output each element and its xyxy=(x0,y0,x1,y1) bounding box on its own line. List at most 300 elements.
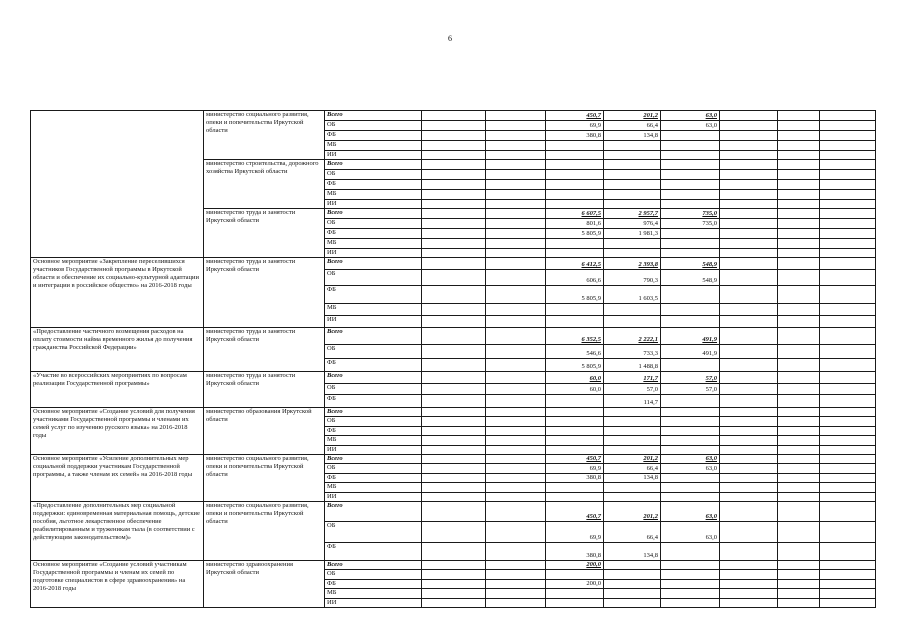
value-cell-1: 5 805,9 xyxy=(546,286,604,304)
executor-cell: министерство труда и занятости Иркутской области xyxy=(204,209,325,258)
blank-cell xyxy=(486,141,546,151)
blank-cell xyxy=(486,543,546,561)
value-cell-3 xyxy=(661,141,720,151)
blank-cell xyxy=(778,249,820,258)
blank-cell xyxy=(778,427,820,436)
executor-cell: министерство социального развития, опеки и попечительства Иркутской области xyxy=(204,502,325,561)
blank-cell xyxy=(486,589,546,599)
value-cell-1 xyxy=(546,141,604,151)
value-cell-2 xyxy=(604,180,661,190)
blank-cell xyxy=(720,121,778,131)
blank-cell xyxy=(820,209,876,219)
blank-cell xyxy=(820,580,876,589)
funding-source-cell: ОБ xyxy=(325,464,422,474)
blank-cell xyxy=(778,464,820,474)
blank-cell xyxy=(486,180,546,190)
blank-cell xyxy=(778,316,820,328)
value-cell-1: 200,0 xyxy=(546,561,604,570)
blank-cell xyxy=(486,270,546,286)
blank-cell xyxy=(720,359,778,372)
value-cell-1: 380,8 xyxy=(546,131,604,141)
value-cell-3 xyxy=(661,170,720,180)
table-row xyxy=(31,408,876,417)
blank-cell xyxy=(486,121,546,131)
funding-source-cell: ИИ xyxy=(325,446,422,455)
value-cell-2 xyxy=(604,580,661,589)
value-cell-2: 66,4 xyxy=(604,464,661,474)
blank-cell xyxy=(486,502,546,522)
funding-source-cell: ФБ xyxy=(325,580,422,589)
funding-source-cell: МБ xyxy=(325,141,422,151)
blank-cell xyxy=(778,151,820,160)
value-cell-2: 171,7 xyxy=(604,372,661,384)
table-row xyxy=(31,258,876,270)
blank-cell xyxy=(422,580,486,589)
value-cell-3: 63,0 xyxy=(661,111,720,121)
blank-cell xyxy=(422,219,486,229)
value-cell-3: 491,9 xyxy=(661,328,720,345)
blank-cell xyxy=(422,229,486,239)
blank-cell xyxy=(820,522,876,543)
blank-cell xyxy=(720,111,778,121)
funding-source-cell: ИИ xyxy=(325,249,422,258)
measure-description-cell: Основное мероприятие «Усиление дополнительных мер социальной поддержки участникам Государственной программы, а также членам их семей» на 2016-2018 годы xyxy=(31,455,204,502)
value-cell-3 xyxy=(661,190,720,200)
value-cell-1 xyxy=(546,427,604,436)
value-cell-3: 63,0 xyxy=(661,455,720,464)
blank-cell xyxy=(422,543,486,561)
blank-cell xyxy=(778,408,820,417)
blank-cell xyxy=(778,170,820,180)
blank-cell xyxy=(720,427,778,436)
blank-cell xyxy=(486,493,546,502)
executor-cell: министерство труда и занятости Иркутской области xyxy=(204,328,325,372)
value-cell-2: 976,4 xyxy=(604,219,661,229)
value-cell-1: 450,7 xyxy=(546,455,604,464)
value-cell-1 xyxy=(546,436,604,446)
blank-cell xyxy=(778,580,820,589)
blank-cell xyxy=(422,286,486,304)
value-cell-3: 548,9 xyxy=(661,270,720,286)
blank-cell xyxy=(720,384,778,395)
table-row xyxy=(31,455,876,464)
funding-source-cell: Всего xyxy=(325,408,422,417)
blank-cell xyxy=(720,270,778,286)
blank-cell xyxy=(778,493,820,502)
blank-cell xyxy=(820,316,876,328)
value-cell-3: 63,0 xyxy=(661,121,720,131)
value-cell-1 xyxy=(546,304,604,316)
blank-cell xyxy=(778,372,820,384)
table-row xyxy=(31,328,876,345)
funding-source-cell: ОБ xyxy=(325,219,422,229)
value-cell-1: 69,9 xyxy=(546,464,604,474)
blank-cell xyxy=(486,258,546,270)
value-cell-2: 201,2 xyxy=(604,455,661,464)
executor-cell: министерство труда и занятости Иркутской области xyxy=(204,372,325,408)
value-cell-3: 63,0 xyxy=(661,522,720,543)
executor-cell: министерство социального развития, опеки и попечительства Иркутской области xyxy=(204,455,325,502)
blank-cell xyxy=(486,570,546,580)
funding-source-cell: Всего xyxy=(325,209,422,219)
value-cell-3: 491,9 xyxy=(661,345,720,359)
blank-cell xyxy=(422,436,486,446)
blank-cell xyxy=(720,141,778,151)
blank-cell xyxy=(422,209,486,219)
blank-cell xyxy=(778,561,820,570)
blank-cell xyxy=(720,249,778,258)
value-cell-3 xyxy=(661,599,720,608)
value-cell-2 xyxy=(604,190,661,200)
funding-source-cell: ИИ xyxy=(325,316,422,328)
funding-source-cell: ОБ xyxy=(325,384,422,395)
value-cell-2 xyxy=(604,141,661,151)
blank-cell xyxy=(820,359,876,372)
value-cell-1 xyxy=(546,316,604,328)
blank-cell xyxy=(486,111,546,121)
blank-cell xyxy=(778,131,820,141)
executor-cell: министерство здравоохранения Иркутской области xyxy=(204,561,325,608)
blank-cell xyxy=(778,599,820,608)
value-cell-1: 60,0 xyxy=(546,384,604,395)
blank-cell xyxy=(820,464,876,474)
blank-cell xyxy=(720,229,778,239)
blank-cell xyxy=(422,190,486,200)
value-cell-1 xyxy=(546,190,604,200)
value-cell-3 xyxy=(661,395,720,408)
blank-cell xyxy=(720,395,778,408)
blank-cell xyxy=(778,304,820,316)
value-cell-3: 57,0 xyxy=(661,372,720,384)
funding-source-cell: ФБ xyxy=(325,474,422,483)
blank-cell xyxy=(422,395,486,408)
blank-cell xyxy=(778,270,820,286)
blank-cell xyxy=(778,483,820,493)
blank-cell xyxy=(422,483,486,493)
blank-cell xyxy=(486,522,546,543)
blank-cell xyxy=(720,464,778,474)
blank-cell xyxy=(820,417,876,427)
value-cell-1 xyxy=(546,151,604,160)
value-cell-3 xyxy=(661,436,720,446)
funding-source-cell: МБ xyxy=(325,483,422,493)
value-cell-2: 134,8 xyxy=(604,543,661,561)
blank-cell xyxy=(486,239,546,249)
blank-cell xyxy=(486,455,546,464)
blank-cell xyxy=(778,141,820,151)
blank-cell xyxy=(422,408,486,417)
value-cell-2: 134,8 xyxy=(604,474,661,483)
blank-cell xyxy=(820,474,876,483)
blank-cell xyxy=(820,151,876,160)
blank-cell xyxy=(778,286,820,304)
value-cell-2 xyxy=(604,417,661,427)
blank-cell xyxy=(422,121,486,131)
value-cell-3: 57,0 xyxy=(661,384,720,395)
blank-cell xyxy=(720,180,778,190)
value-cell-1 xyxy=(546,493,604,502)
value-cell-3 xyxy=(661,304,720,316)
value-cell-1 xyxy=(546,249,604,258)
funding-source-cell: Всего xyxy=(325,111,422,121)
blank-cell xyxy=(778,543,820,561)
blank-cell xyxy=(486,372,546,384)
blank-cell xyxy=(422,111,486,121)
value-cell-3: 548,9 xyxy=(661,258,720,270)
table-row xyxy=(31,502,876,522)
value-cell-2 xyxy=(604,170,661,180)
funding-source-cell: ОБ xyxy=(325,270,422,286)
value-cell-3 xyxy=(661,417,720,427)
value-cell-1 xyxy=(546,446,604,455)
table-row xyxy=(31,111,876,121)
blank-cell xyxy=(778,328,820,345)
blank-cell xyxy=(720,455,778,464)
blank-cell xyxy=(486,249,546,258)
value-cell-2: 2 222,1 xyxy=(604,328,661,345)
value-cell-2 xyxy=(604,304,661,316)
funding-source-cell: Всего xyxy=(325,160,422,170)
blank-cell xyxy=(778,455,820,464)
blank-cell xyxy=(720,316,778,328)
value-cell-3 xyxy=(661,474,720,483)
value-cell-1: 801,6 xyxy=(546,219,604,229)
funding-source-cell: ФБ xyxy=(325,286,422,304)
value-cell-2: 66,4 xyxy=(604,121,661,131)
blank-cell xyxy=(720,417,778,427)
value-cell-1 xyxy=(546,170,604,180)
blank-cell xyxy=(820,328,876,345)
funding-source-cell: ФБ xyxy=(325,131,422,141)
blank-cell xyxy=(720,589,778,599)
blank-cell xyxy=(820,455,876,464)
blank-cell xyxy=(422,522,486,543)
funding-source-cell: Всего xyxy=(325,502,422,522)
blank-cell xyxy=(422,502,486,522)
funding-source-cell: МБ xyxy=(325,239,422,249)
executor-cell: министерство социального развития, опеки и попечительства Иркутской области xyxy=(204,111,325,160)
value-cell-2: 1 981,3 xyxy=(604,229,661,239)
blank-cell xyxy=(422,372,486,384)
funding-source-cell: ФБ xyxy=(325,229,422,239)
blank-cell xyxy=(720,408,778,417)
blank-cell xyxy=(778,190,820,200)
value-cell-1: 200,0 xyxy=(546,580,604,589)
blank-cell xyxy=(486,131,546,141)
blank-cell xyxy=(486,483,546,493)
page-number: 6 xyxy=(448,34,452,43)
funding-source-cell: ОБ xyxy=(325,121,422,131)
value-cell-1: 5 805,9 xyxy=(546,359,604,372)
value-cell-1 xyxy=(546,589,604,599)
blank-cell xyxy=(486,446,546,455)
blank-cell xyxy=(820,190,876,200)
blank-cell xyxy=(422,316,486,328)
blank-cell xyxy=(820,160,876,170)
funding-source-cell: МБ xyxy=(325,190,422,200)
blank-cell xyxy=(720,209,778,219)
measure-description-cell: Основное мероприятие «Закрепление переселившихся участников Государственной программы в Иркутской области и обеспечение их социально-культурной адаптации и интеграции в российское общество» на 2016-2018 годы xyxy=(31,258,204,328)
funding-source-cell: Всего xyxy=(325,258,422,270)
value-cell-3 xyxy=(661,316,720,328)
table-row xyxy=(31,372,876,384)
value-cell-1: 6 352,5 xyxy=(546,328,604,345)
blank-cell xyxy=(486,474,546,483)
blank-cell xyxy=(820,258,876,270)
blank-cell xyxy=(820,493,876,502)
value-cell-2: 790,3 xyxy=(604,270,661,286)
blank-cell xyxy=(720,131,778,141)
value-cell-3 xyxy=(661,483,720,493)
value-cell-2 xyxy=(604,436,661,446)
blank-cell xyxy=(820,570,876,580)
blank-cell xyxy=(486,170,546,180)
blank-cell xyxy=(778,180,820,190)
funding-source-cell: ИИ xyxy=(325,200,422,209)
blank-cell xyxy=(720,474,778,483)
blank-cell xyxy=(720,543,778,561)
blank-cell xyxy=(820,111,876,121)
value-cell-2 xyxy=(604,316,661,328)
blank-cell xyxy=(778,384,820,395)
value-cell-3 xyxy=(661,160,720,170)
blank-cell xyxy=(486,436,546,446)
blank-cell xyxy=(820,286,876,304)
blank-cell xyxy=(486,408,546,417)
value-cell-2 xyxy=(604,599,661,608)
blank-cell xyxy=(486,427,546,436)
blank-cell xyxy=(422,345,486,359)
value-cell-2: 201,2 xyxy=(604,111,661,121)
blank-cell xyxy=(778,121,820,131)
blank-cell xyxy=(778,502,820,522)
blank-cell xyxy=(778,417,820,427)
blank-cell xyxy=(720,345,778,359)
blank-cell xyxy=(820,427,876,436)
blank-cell xyxy=(820,200,876,209)
blank-cell xyxy=(778,160,820,170)
blank-cell xyxy=(486,304,546,316)
blank-cell xyxy=(720,502,778,522)
blank-cell xyxy=(422,180,486,190)
blank-cell xyxy=(486,160,546,170)
value-cell-1: 450,7 xyxy=(546,502,604,522)
blank-cell xyxy=(778,589,820,599)
blank-cell xyxy=(486,395,546,408)
value-cell-3 xyxy=(661,239,720,249)
value-cell-3: 63,0 xyxy=(661,502,720,522)
value-cell-3 xyxy=(661,561,720,570)
funding-source-cell: МБ xyxy=(325,436,422,446)
value-cell-3 xyxy=(661,229,720,239)
value-cell-1 xyxy=(546,408,604,417)
value-cell-1: 60,0 xyxy=(546,372,604,384)
blank-cell xyxy=(720,580,778,589)
blank-cell xyxy=(486,384,546,395)
value-cell-1: 6 607,5 xyxy=(546,209,604,219)
blank-cell xyxy=(486,417,546,427)
blank-cell xyxy=(820,502,876,522)
blank-cell xyxy=(820,170,876,180)
value-cell-3 xyxy=(661,427,720,436)
blank-cell xyxy=(422,200,486,209)
measure-description-cell: Основное мероприятие «Создание условий участникам Государственной программы и членам их семей по подготовке специалистов в сфере здравоохранения» на 2016-2018 годы xyxy=(31,561,204,608)
blank-cell xyxy=(422,328,486,345)
blank-cell xyxy=(422,561,486,570)
blank-cell xyxy=(820,483,876,493)
blank-cell xyxy=(720,286,778,304)
blank-cell xyxy=(720,190,778,200)
blank-cell xyxy=(486,316,546,328)
funding-source-cell: ФБ xyxy=(325,395,422,408)
value-cell-1 xyxy=(546,395,604,408)
blank-cell xyxy=(422,141,486,151)
blank-cell xyxy=(486,229,546,239)
blank-cell xyxy=(820,436,876,446)
value-cell-3: 735,0 xyxy=(661,219,720,229)
funding-source-cell: ОБ xyxy=(325,170,422,180)
blank-cell xyxy=(820,270,876,286)
value-cell-2 xyxy=(604,589,661,599)
funding-source-cell: ОБ xyxy=(325,570,422,580)
value-cell-2: 66,4 xyxy=(604,522,661,543)
blank-cell xyxy=(486,151,546,160)
blank-cell xyxy=(486,190,546,200)
blank-cell xyxy=(820,446,876,455)
blank-cell xyxy=(486,561,546,570)
value-cell-1 xyxy=(546,239,604,249)
blank-cell xyxy=(778,200,820,209)
blank-cell xyxy=(720,328,778,345)
blank-cell xyxy=(720,258,778,270)
blank-cell xyxy=(486,345,546,359)
blank-cell xyxy=(820,543,876,561)
blank-cell xyxy=(820,345,876,359)
blank-cell xyxy=(820,229,876,239)
funding-source-cell: Всего xyxy=(325,372,422,384)
blank-cell xyxy=(778,446,820,455)
value-cell-1: 6 412,5 xyxy=(546,258,604,270)
value-cell-3 xyxy=(661,286,720,304)
measure-description-cell: Основное мероприятие «Создание условий для получения участниками Государственной программы и членами их семей услуг по изучению русского языка» на 2016-2018 годы xyxy=(31,408,204,455)
executor-cell: министерство образования Иркутской области xyxy=(204,408,325,455)
blank-cell xyxy=(820,304,876,316)
blank-cell xyxy=(820,395,876,408)
funding-source-cell: Всего xyxy=(325,328,422,345)
blank-cell xyxy=(486,286,546,304)
value-cell-1 xyxy=(546,180,604,190)
blank-cell xyxy=(820,372,876,384)
blank-cell xyxy=(720,160,778,170)
blank-cell xyxy=(778,239,820,249)
blank-cell xyxy=(778,359,820,372)
value-cell-3 xyxy=(661,570,720,580)
value-cell-3 xyxy=(661,580,720,589)
funding-source-cell: ОБ xyxy=(325,522,422,543)
funding-source-cell: ОБ xyxy=(325,417,422,427)
value-cell-3 xyxy=(661,543,720,561)
funding-source-cell: ФБ xyxy=(325,427,422,436)
blank-cell xyxy=(486,580,546,589)
value-cell-3 xyxy=(661,493,720,502)
value-cell-2 xyxy=(604,408,661,417)
value-cell-2: 2 393,8 xyxy=(604,258,661,270)
funding-source-cell: ФБ xyxy=(325,543,422,561)
blank-cell xyxy=(422,249,486,258)
blank-cell xyxy=(720,483,778,493)
value-cell-3: 735,0 xyxy=(661,209,720,219)
blank-cell xyxy=(820,180,876,190)
